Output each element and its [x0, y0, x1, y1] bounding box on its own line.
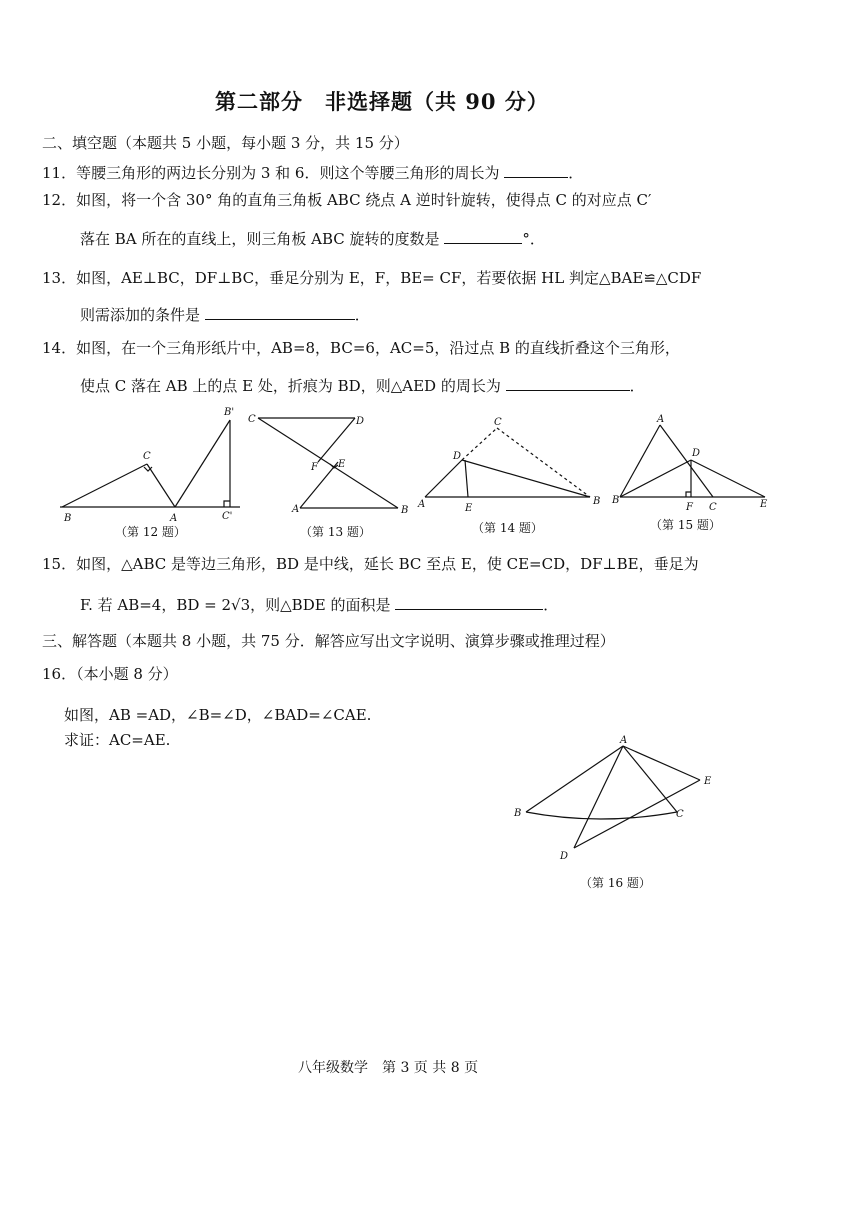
fig13-point-label: C [248, 414, 256, 425]
fig13-point-label: A [292, 504, 300, 515]
fig15-point-label: A [657, 414, 665, 425]
fig14-caption: （第 14 题） [472, 521, 543, 535]
figure-15 [620, 425, 765, 497]
fig12-point-label: C' [222, 511, 233, 522]
fig16-point-label: D [560, 851, 569, 862]
page-footer: 八年级数学 第 3 页 共 8 页 [298, 1060, 479, 1076]
fig16-point-label: E [704, 776, 712, 787]
figure-14 [425, 428, 590, 497]
part3-heading: 三、解答题（本题共 8 小题，共 75 分．解答应写出文字说明、演算步骤或推理过程） [42, 632, 615, 650]
fig16-point-label: C [676, 809, 684, 820]
q14-end: ． [629, 377, 645, 395]
fig15-point-label: B [612, 495, 620, 506]
figure-16 [526, 746, 700, 848]
fig15-point-label: E [760, 499, 768, 510]
section-title: 第二部分 非选择题（共 90 分） [215, 89, 549, 114]
q13-line2: 则需添加的条件是 [80, 306, 201, 324]
q12-end: °． [522, 230, 545, 248]
q14-line1: 14．如图，在一个三角形纸片中，AB=8，BC=6，AC=5，沿过点 B 的直线折叠这个三角形， [42, 339, 680, 357]
fig13-point-label: D [356, 416, 365, 427]
fig16-caption: （第 16 题） [580, 876, 651, 890]
fig15-caption: （第 15 题） [650, 518, 721, 532]
q15-answer-blank[interactable] [395, 593, 543, 610]
fig16-point-label: B [514, 808, 522, 819]
fig12-point-label: B' [224, 407, 235, 418]
q12-line2: 落在 BA 所在的直线上，则三角板 ABC 旋转的度数是 [80, 230, 440, 248]
fig14-point-label: E [465, 503, 473, 514]
fig16-point-label: A [620, 735, 628, 746]
fig13-caption: （第 13 题） [300, 525, 371, 539]
fig14-point-label: A [418, 499, 426, 510]
figure-12 [60, 420, 240, 507]
fig13-point-label: B [401, 505, 409, 516]
fig14-point-label: B [593, 496, 601, 507]
part2-heading: 二、填空题（本题共 5 小题，每小题 3 分，共 15 分） [42, 134, 409, 152]
fig12-caption: （第 12 题） [115, 525, 186, 539]
fig15-point-label: C [709, 502, 717, 513]
figure-13 [258, 418, 398, 508]
q16-label: 16．（本小题 8 分） [42, 665, 178, 683]
q12-line1: 12．如图，将一个含 30° 角的直角三角板 ABC 绕点 A 逆时针旋转，使得点 C 的对应点 C′ [42, 191, 652, 209]
q15-line2-wrap [80, 593, 558, 615]
fig14-point-label: D [453, 451, 462, 462]
fig15-point-label: F [686, 502, 693, 513]
q15-end: ． [543, 596, 559, 614]
q16-given: 如图，AB =AD，∠B=∠D，∠BAD=∠CAE. [64, 706, 372, 724]
fig15-point-label: D [692, 448, 701, 459]
q14-line2: 使点 C 落在 AB 上的点 E 处，折痕为 BD，则△AED 的周长为 [80, 377, 501, 395]
fig12-point-label: B [64, 513, 72, 524]
q11-end: ． [568, 164, 584, 182]
q11-text: 11．等腰三角形的两边长分别为 3 和 6．则这个等腰三角形的周长为 [42, 164, 500, 182]
q13-end: ． [354, 306, 370, 324]
fig12-point-label: A [170, 513, 178, 524]
q13-line1: 13．如图，AE⊥BC，DF⊥BC，垂足分别为 E，F，BE= CF，若要依据 HL 判定△BAE≌△CDF [42, 269, 702, 287]
q16-prove: 求证：AC=AE. [64, 731, 171, 749]
q15-line1: 15．如图，△ABC 是等边三角形，BD 是中线，延长 BC 至点 E，使 CE=CD，DF⊥BE，垂足为 [42, 555, 699, 573]
fig13-point-label: F [311, 462, 318, 473]
fig12-point-label: C [143, 451, 151, 462]
fig13-point-label: E [338, 459, 346, 470]
fig14-point-label: C [494, 417, 502, 428]
q15-line2: F. 若 AB=4，BD = 2√3，则△BDE 的面积是 [80, 596, 391, 614]
